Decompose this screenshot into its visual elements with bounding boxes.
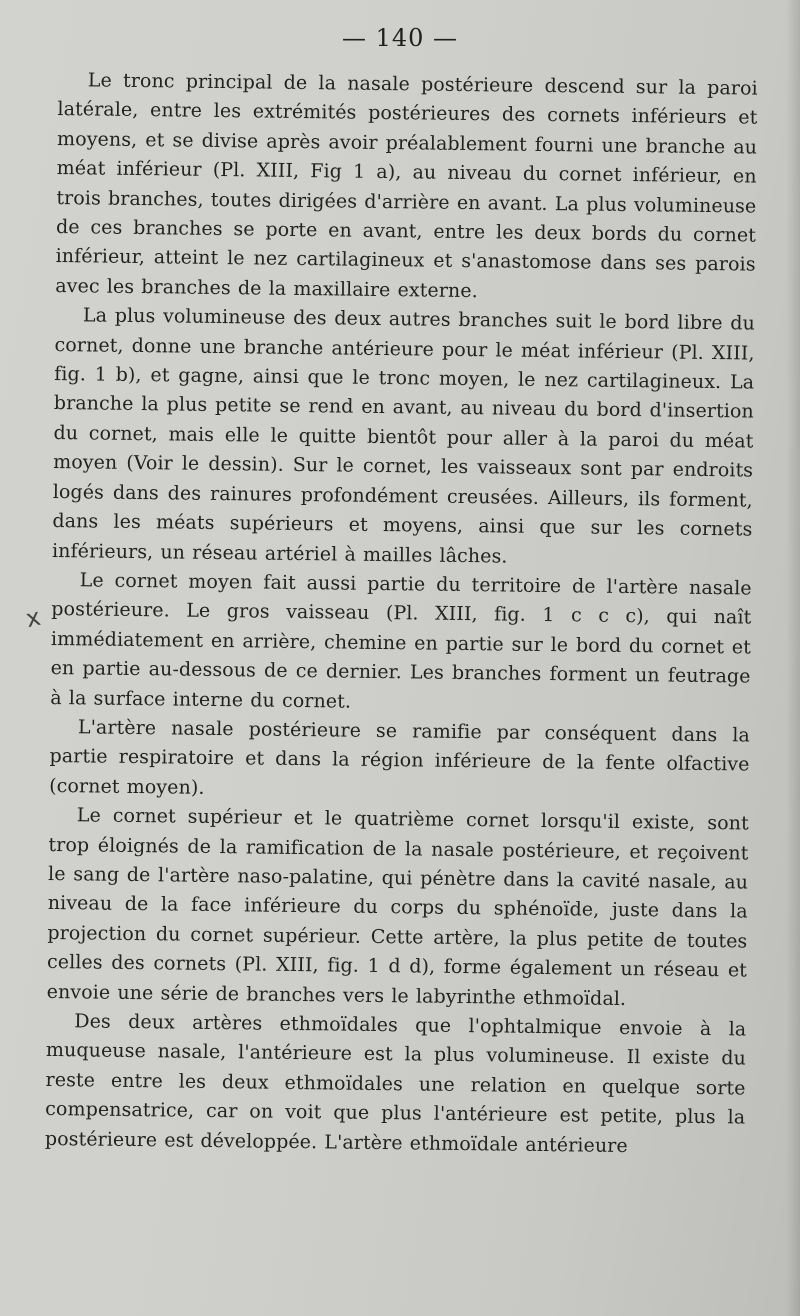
paragraph-3: Le cornet moyen fait aussi partie du territoire de l'artère nasale postérieure. Le gros vaisseau (Pl. XIII, fig. 1 c c c), qui naît immédiatement en arrière, chemine en partie sur le bord du cornet et en partie au-dessous de ce dernier. Les branches forment un feutrage à la surface interne du cornet. bbox=[50, 569, 752, 713]
page-number: — 140 — bbox=[341, 24, 459, 52]
paragraph-1: Le tronc principal de la nasale postérieure descend sur la paroi latérale, entre les extrémités postérieures des cornets inférieurs et moyens, et se divise après avoir préalablement fourni une branche au méat inférieur (Pl. XIII, Fig 1 a), au niveau du cornet inférieur, en trois branches, toutes dirigées d'arrière en avant. La plus volumineuse de ces branches se porte en avant, entre les deux bords du cornet inférieur, atteint le nez cartilagineux et s'anastomose dans ses parois avec les branches de la maxillaire externe. bbox=[55, 69, 758, 302]
body-text bbox=[45, 66, 758, 1163]
paragraph-2: La plus volumineuse des deux autres branches suit le bord libre du cornet, donne une branche antérieure pour le méat inférieur (Pl. XIII, fig. 1 b), et gagne, ainsi que le tronc moyen, le nez cartilagineux. La branche la plus petite se rend en avant, au niveau du bord d'insertion du cornet, mais elle le quitte bientôt pour aller à la paroi du méat moyen (Voir le dessin). Sur le cornet, les vaisseaux sont par endroits logés dans des rainures profondément creusées. Ailleurs, ils forment, dans les méats supérieurs et moyens, ainsi que sur les cornets inférieurs, un réseau artériel à mailles lâches. bbox=[51, 304, 756, 568]
page-edge-shadow bbox=[786, 0, 800, 1316]
margin-annotation: x bbox=[23, 602, 43, 634]
paragraph-5: Le cornet supérieur et le quatrième cornet lorsqu'il existe, sont trop éloignés de la ramification de la nasale postérieure, et reçoivent le sang de l'artère naso-palatine, qui pénètre dans la cavité nasale, au niveau de la face inférieure du corps du sphénoïde, juste dans la projection du cornet supérieur. Cette artère, la plus petite de toutes celles des cornets (Pl. XIII, fig. 1 d d), forme également un réseau et envoie une série de branches vers le labyrinthe ethmoïdal. bbox=[46, 804, 749, 1010]
paragraph-6: Des deux artères ethmoïdales que l'ophtalmique envoie à la muqueuse nasale, l'antérieure est la plus volumineuse. Il existe du reste entre les deux ethmoïdales une relation en quelque sorte compensatrice, car on voit que plus l'antérieure est petite, plus la postérieure est développée. L'artère ethmoïdale antérieure bbox=[44, 1010, 747, 1157]
paragraph-4: L'artère nasale postérieure se ramifie par conséquent dans la partie respiratoire et dans la région inférieure de la fente olfactive (cornet moyen). bbox=[49, 716, 751, 799]
